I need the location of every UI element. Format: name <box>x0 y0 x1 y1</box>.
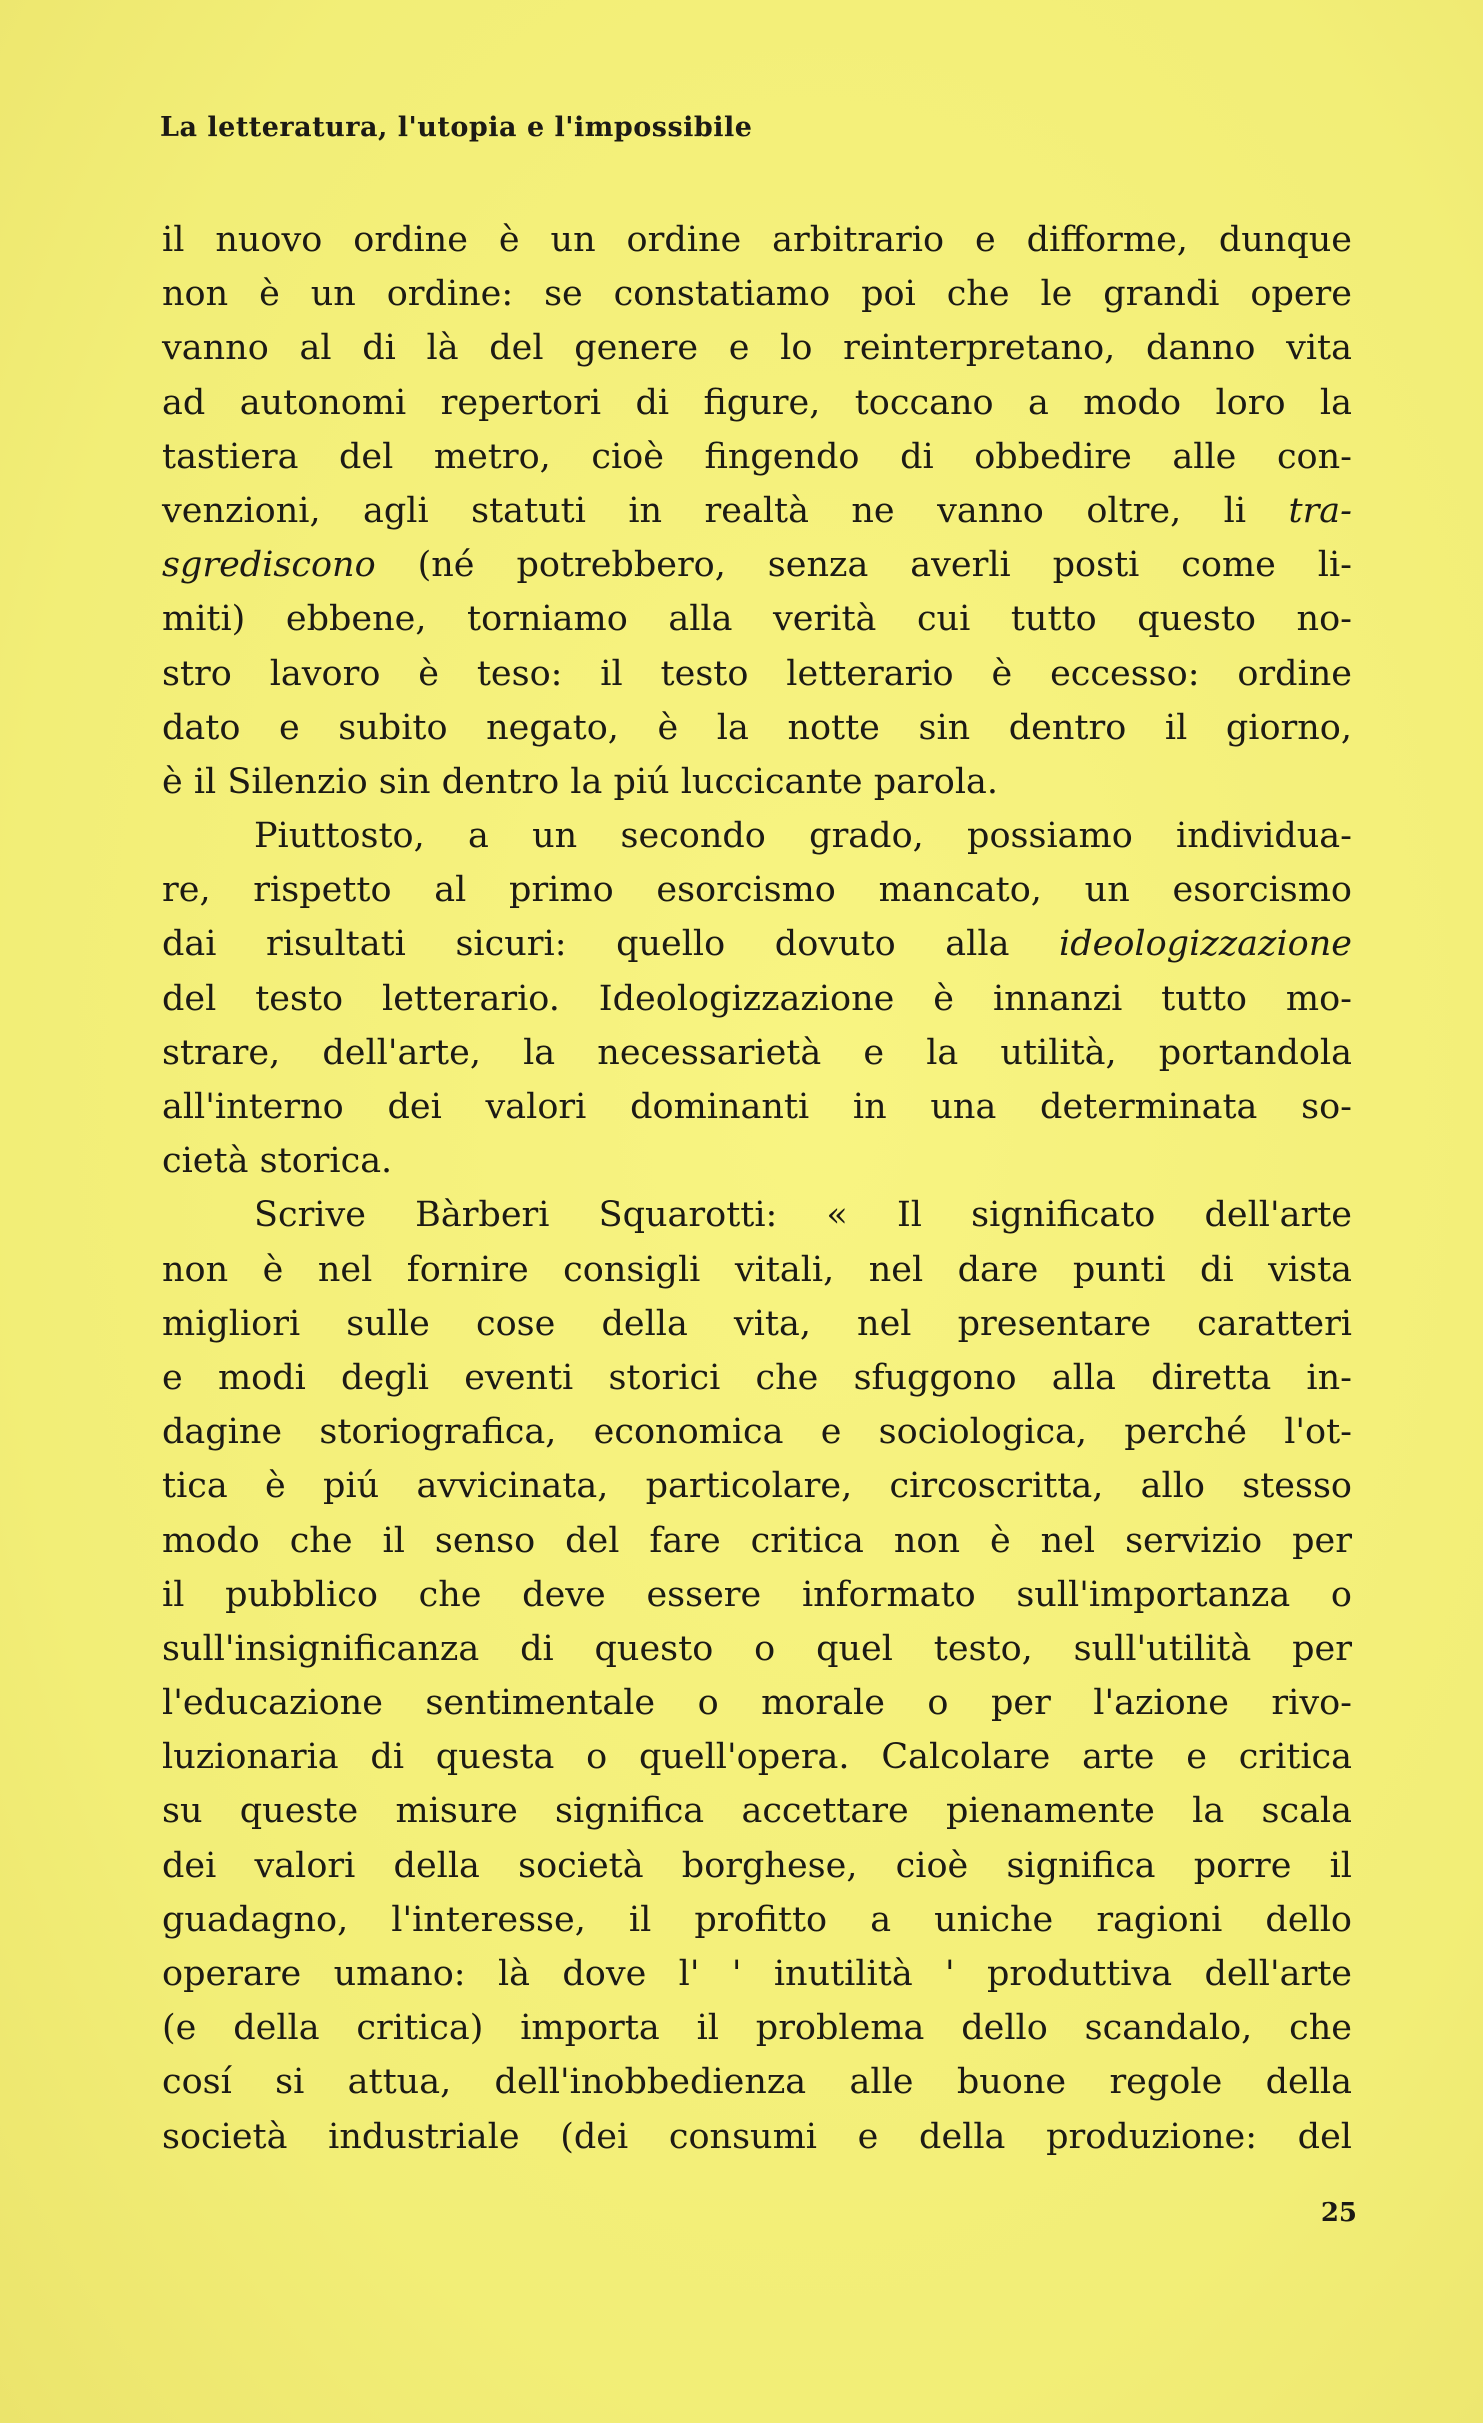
text-segment: venzioni, agli statuti in realtà ne vanno oltre, li <box>162 490 1289 531</box>
text-line: società industriale (dei consumi e della produzione: del <box>162 2116 1352 2157</box>
text-line: luzionaria di questa o quell'opera. Calcolare arte e critica <box>162 1737 1352 1778</box>
text-line <box>162 538 1352 592</box>
text-line: del testo letterario. Ideologizzazione è innanzi tutto mo- <box>162 978 1352 1019</box>
text-line: strare, dell'arte, la necessarietà e la utilità, portandola <box>162 1032 1352 1073</box>
text-line: migliori sulle cose della vita, nel presentare caratteri <box>162 1303 1352 1344</box>
text-line: ad autonomi repertori di figure, toccano a modo loro la <box>162 382 1352 423</box>
text-line: cietà storica. <box>162 1141 393 1182</box>
text-line: operare umano: là dove l' ' inutilità ' produttiva dell'arte <box>162 1954 1352 1994</box>
text-line: Piuttosto, a un secondo grado, possiamo individua- <box>254 816 1352 857</box>
text-line: guadagno, l'interesse, il profitto a uniche ragioni dello <box>162 1899 1352 1940</box>
text-line: miti) ebbene, torniamo alla verità cui tutto questo no- <box>162 599 1352 640</box>
text-line: sull'insignificanza di questo o quel testo, sull'utilità per <box>162 1628 1352 1669</box>
page-number: 25 <box>1320 2198 1357 2228</box>
text-line: non è un ordine: se constatiamo poi che le grandi opere <box>162 274 1352 315</box>
text-line: il nuovo ordine è un ordine arbitrario e difforme, dunque <box>162 220 1352 260</box>
text-line: (e della critica) importa il problema dello scandalo, che <box>162 2008 1352 2049</box>
text-line: dagine storiografica, economica e sociologica, perché l'ot- <box>162 1412 1352 1453</box>
body-text <box>162 213 1352 2164</box>
text-line: tastiera del metro, cioè fingendo di obbedire alle con- <box>162 436 1352 477</box>
text-line <box>162 917 1352 971</box>
text-line: il pubblico che deve essere informato sull'importanza o <box>162 1574 1352 1615</box>
text-line: e modi degli eventi storici che sfuggono alla diretta in- <box>162 1357 1352 1398</box>
text-line: non è nel fornire consigli vitali, nel dare punti di vista <box>162 1249 1352 1290</box>
text-line: tica è piú avvicinata, particolare, circoscritta, allo stesso <box>162 1466 1352 1507</box>
text-line: dei valori della società borghese, cioè significa porre il <box>162 1845 1352 1886</box>
text-line: è il Silenzio sin dentro la piú luccicante parola. <box>162 761 999 802</box>
text-line: Scrive Bàrberi Squarotti: « Il significato dell'arte <box>254 1195 1352 1236</box>
running-head: La letteratura, l'utopia e l'impossibile <box>160 112 753 143</box>
text-line: all'interno dei valori dominanti in una determinata so- <box>162 1087 1352 1127</box>
text-line: su queste misure significa accettare pienamente la scala <box>162 1791 1352 1832</box>
italic-segment: ideologizzazione <box>1059 924 1352 965</box>
text-line <box>162 484 1352 538</box>
italic-segment: tra- <box>1288 490 1352 531</box>
text-line: re, rispetto al primo esorcismo mancato, un esorcismo <box>162 870 1352 911</box>
text-line: vanno al di là del genere e lo reinterpretano, danno vita <box>162 328 1352 369</box>
italic-segment: sgrediscono <box>162 545 376 586</box>
text-segment: (né potrebbero, senza averli posti come li- <box>375 545 1352 586</box>
text-line: dato e subito negato, è la notte sin dentro il giorno, <box>162 707 1352 748</box>
text-segment: dai risultati sicuri: quello dovuto alla <box>162 924 1060 965</box>
text-line: stro lavoro è teso: il testo letterario è eccesso: ordine <box>162 653 1352 694</box>
text-line: l'educazione sentimentale o morale o per l'azione rivo- <box>162 1683 1352 1724</box>
text-line: modo che il senso del fare critica non è nel servizio per <box>162 1520 1352 1561</box>
text-line: cosí si attua, dell'inobbedienza alle buone regole della <box>162 2062 1352 2103</box>
